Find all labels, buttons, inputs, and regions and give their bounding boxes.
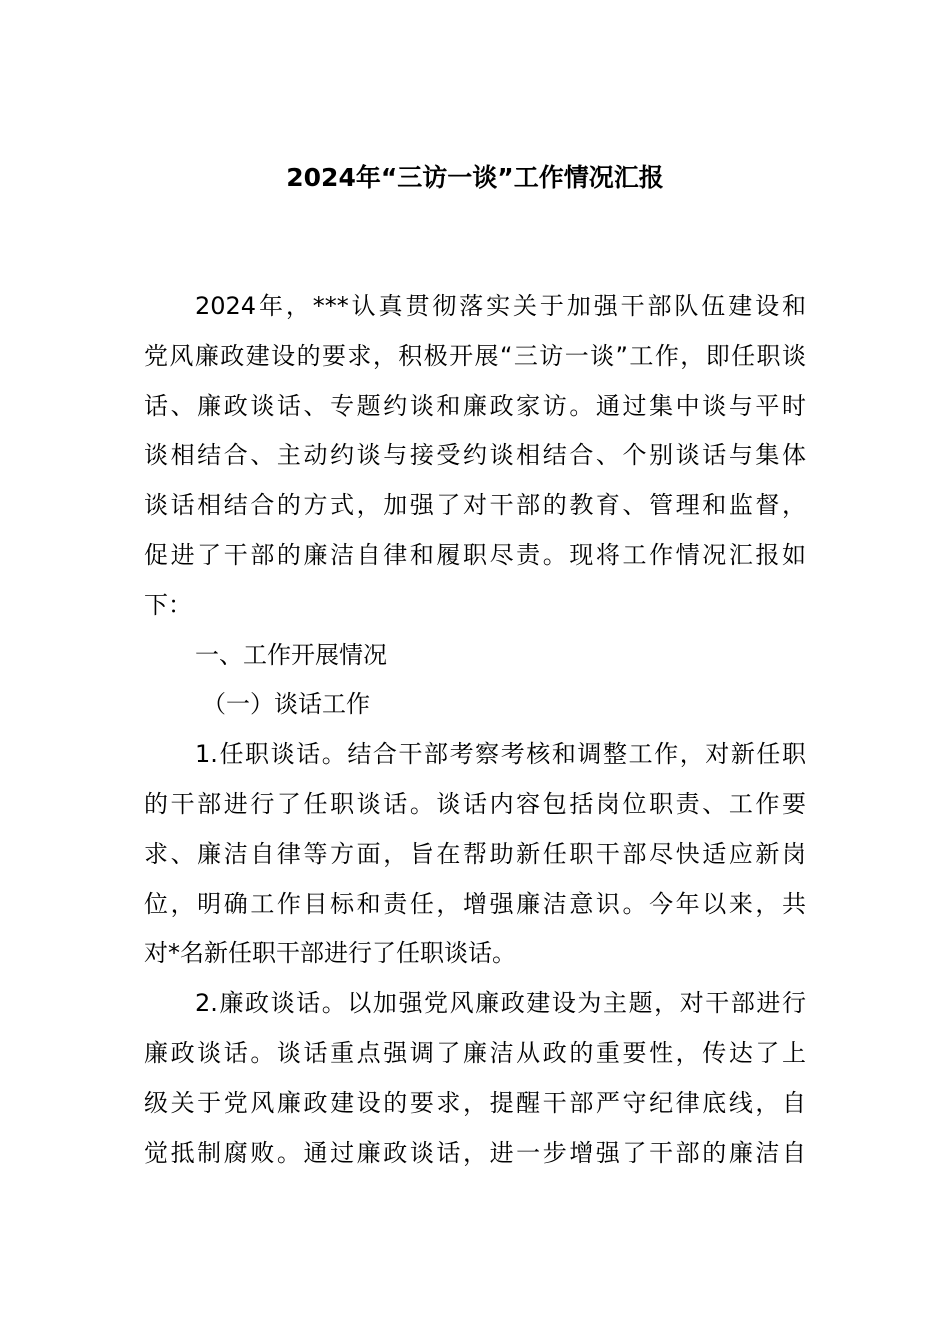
paragraph-line: 求、廉洁自律等方面，旨在帮助新任职干部尽快适应新岗	[144, 839, 806, 868]
paragraph-line: 谈话相结合的方式，加强了对干部的教育、管理和监督，	[144, 491, 806, 520]
paragraph-line: 下：	[144, 590, 192, 619]
paragraph-line: 位，明确工作目标和责任，增强廉洁意识。今年以来，共	[144, 889, 806, 918]
subsection-heading: （一）谈话工作	[202, 690, 370, 719]
paragraph-line: 级关于党风廉政建设的要求，提醒干部严守纪律底线，自	[144, 1088, 806, 1117]
paragraph-line: 2024年，***认真贯彻落实关于加强干部队伍建设和	[195, 292, 806, 320]
paragraph-line: 话、廉政谈话、专题约谈和廉政家访。通过集中谈与平时	[144, 391, 806, 420]
document-body	[144, 282, 806, 1178]
paragraph-line: 1.任职谈话。结合干部考察考核和调整工作，对新任职	[195, 740, 806, 769]
paragraph-line: 2.廉政谈话。以加强党风廉政建设为主题，对干部进行	[195, 989, 806, 1018]
paragraph-line: 对*名新任职干部进行了任职谈话。	[144, 939, 516, 968]
paragraph-line: 谈相结合、主动约谈与接受约谈相结合、个别谈话与集体	[144, 441, 806, 470]
paragraph-line: 促进了干部的廉洁自律和履职尽责。现将工作情况汇报如	[144, 540, 806, 569]
document-title: 2024年“三访一谈”工作情况汇报	[286, 163, 664, 192]
paragraph-line: 的干部进行了任职谈话。谈话内容包括岗位职责、工作要	[144, 789, 806, 818]
paragraph-line: 觉抵制腐败。通过廉政谈话，进一步增强了干部的廉洁自	[144, 1138, 806, 1167]
paragraph-line: 廉政谈话。谈话重点强调了廉洁从政的重要性，传达了上	[144, 1038, 806, 1067]
paragraph-line: 党风廉政建设的要求，积极开展“三访一谈”工作，即任职谈	[144, 341, 806, 370]
section-heading: 一、工作开展情况	[195, 640, 387, 669]
